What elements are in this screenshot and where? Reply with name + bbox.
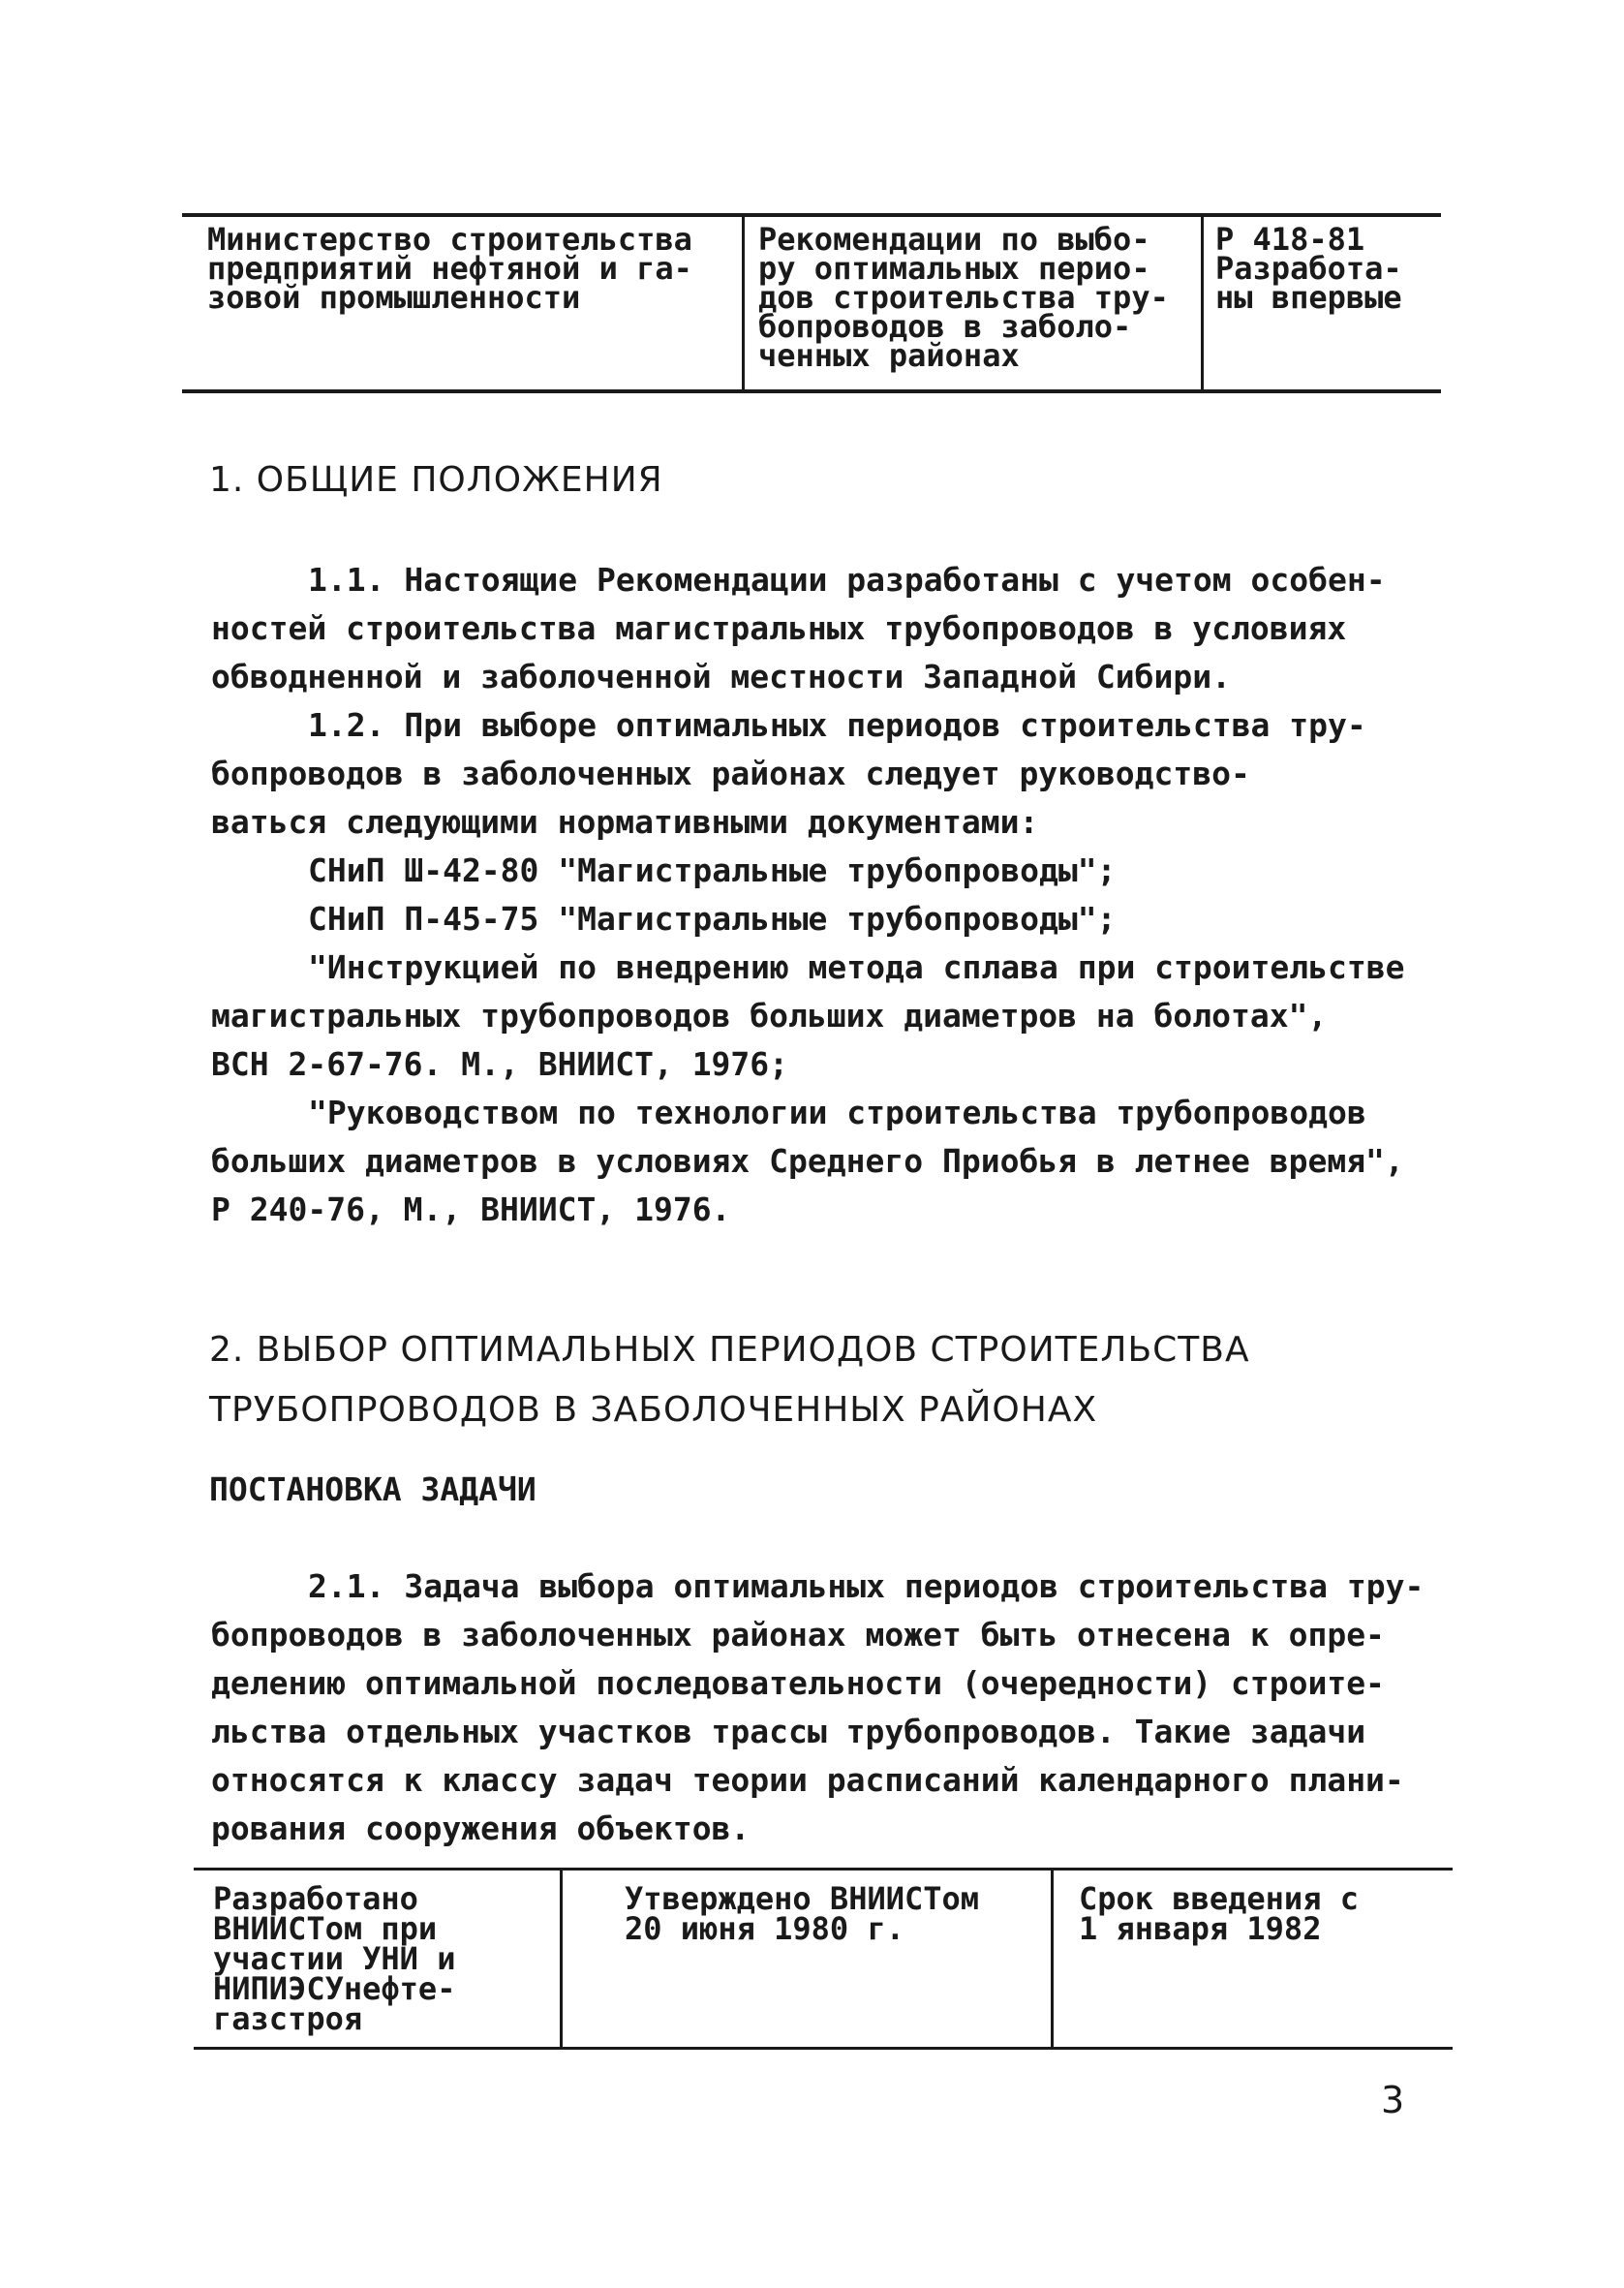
text-line: "Инструкцией по внедрению метода сплава при строительстве (308, 948, 1405, 986)
text-line: обводненной и заболоченной местности Западной Сибири. (211, 658, 1231, 696)
text-line: магистральных трубопроводов больших диаметров на болотах", (211, 997, 1328, 1035)
text-line: "Руководством по технологии строительства трубопроводов (308, 1094, 1366, 1131)
text-line: 1.2. При выборе оптимальных периодов строительства тру- (308, 706, 1366, 744)
text-line: относятся к классу задач теории расписаний календарного плани- (211, 1761, 1404, 1799)
text-line: бопроводов в заболоченных районах следует руководство- (211, 755, 1250, 792)
text-line: 2.1. Задача выбора оптимальных периодов строительства тру- (308, 1567, 1425, 1605)
page-number: 3 (1381, 2079, 1405, 2121)
section-1-heading: 1. ОБЩИЕ ПОЛОЖЕНИЯ (209, 460, 663, 500)
document-footer-table (194, 1868, 1453, 2050)
footer-effective: Срок введения с 1 января 1982 (1051, 1871, 1453, 2047)
section-2-subheading: ПОСТАНОВКА ЗАДАЧИ (209, 1470, 536, 1508)
text-line: рования сооружения объектов. (211, 1809, 751, 1847)
text-line: льства отдельных участков трассы трубопроводов. Такие задачи (211, 1713, 1366, 1750)
text-line: СНиП П-45-75 "Магистральные трубопроводы"; (308, 900, 1117, 938)
section-2-heading-line1: 2. ВЫБОР ОПТИМАЛЬНЫХ ПЕРИОДОВ СТРОИТЕЛЬСТВА (209, 1330, 1250, 1370)
text-line: СНиП Ш-42-80 "Магистральные трубопроводы"; (308, 851, 1117, 889)
document-header-table (182, 213, 1441, 393)
footer-approved: Утверждено ВНИИСТом 20 июня 1980 г. (560, 1871, 1051, 2047)
text-line: Р 240-76, М., ВНИИСТ, 1976. (211, 1190, 731, 1228)
section-2-heading-line2: ТРУБОПРОВОДОВ В ЗАБОЛОЧЕННЫХ РАЙОНАХ (209, 1390, 1098, 1430)
text-line: ваться следующими нормативными документами: (211, 803, 1039, 841)
text-line: бопроводов в заболоченных районах может быть отнесена к опре- (211, 1616, 1385, 1654)
text-line: ВСН 2-67-76. М., ВНИИСТ, 1976; (211, 1045, 789, 1083)
text-line: делению оптимальной последовательности (очередности) строите- (211, 1664, 1385, 1702)
section-2-body (211, 1562, 1431, 1853)
text-line: больших диаметров в условиях Среднего Приобья в летнее время", (211, 1142, 1404, 1180)
footer-developed: Разработано ВНИИСТом при участии УНИ и НИПИЭСУнефте- газстроя (213, 1880, 456, 2037)
text-line: ностей строительства магистральных трубопроводов в условиях (211, 609, 1347, 647)
header-ministry: Министерство строительства предприятий нефтяной и га- зовой промышленности (207, 221, 692, 316)
section-1-body (211, 556, 1431, 1234)
header-code: Р 418-81 Разработа- ны впервые (1201, 217, 1441, 389)
header-title: Рекомендации по выбо- ру оптимальных перио- дов строительства тру- бопроводов в заболо- ченных районах (742, 217, 1201, 389)
text-line: 1.1. Настоящие Рекомендации разработаны с учетом особен- (308, 561, 1386, 599)
